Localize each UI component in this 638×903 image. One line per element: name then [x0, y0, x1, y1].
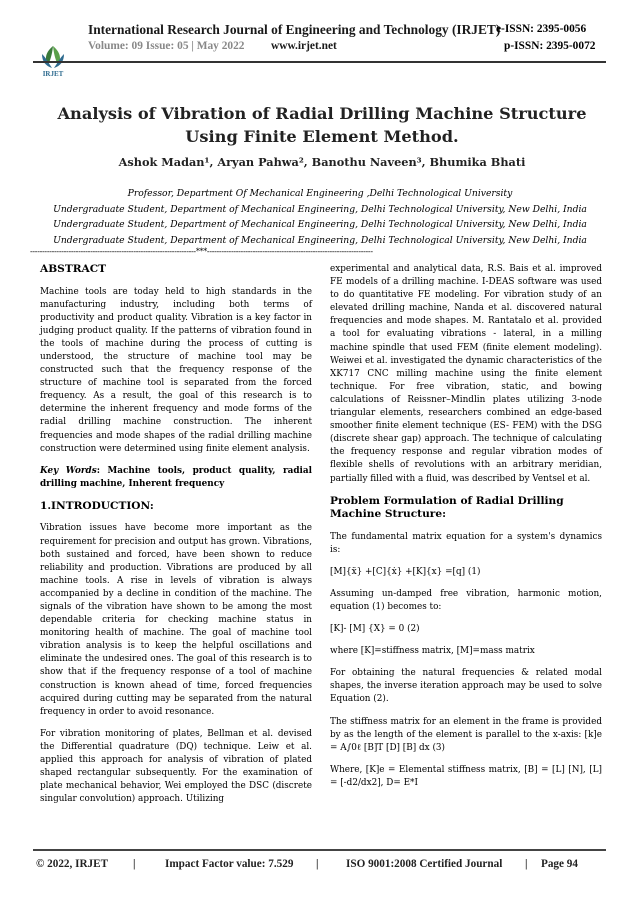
affiliations [30, 186, 610, 248]
page-number: Page 94 [541, 858, 578, 870]
footer-separator: | [525, 858, 528, 870]
right-column [330, 263, 602, 799]
affiliation: Professor, Department Of Mechanical Engineering ,Delhi Technological University [127, 188, 513, 199]
copyright: © 2022, IRJET [36, 858, 109, 870]
equation-2: [K]- [M] {X} = 0 (2) [330, 624, 420, 635]
abstract-heading: ABSTRACT [40, 263, 107, 275]
body-paragraph: The fundamental matrix equation for a system's dynamics is: [330, 531, 602, 555]
body-paragraph: experimental and analytical data, R.S. Bais et al. improved FE models of a drilling machine. I-DEAS software was used to do quantitative FE modeling. For vibration study of an elevated drilling machine, Nanda et al. discovered natural frequencies and mode shapes. M. Rantatalo et al. provided a tool for evaluating vibrations - lateral, in a milling machine spindle that used FEM (finite element modeling). Weiwei et al. investigated the dynamic characteristics of the XK717 CNC milling machine using the finite element technique. For free vibration, static, and bowing calculations of Reissner–Mindlin plates utilizing 3-node triangular elements, researchers combined an edge-based smoother finite element technique (ES- FEM) with the DSG (discrete shear gap) approach. The technique of calculating the frequency response and regular vibration modes of flexible shells of revolutions with an arbitrary meridian, partially filled with a fluid, was described by Ventsel et al. [330, 264, 602, 484]
footer-separator: | [316, 858, 319, 870]
volume-issue: Volume: 09 Issue: 05 | May 2022 [88, 40, 245, 52]
affiliation: Undergraduate Student, Department of Mechanical Engineering, Delhi Technological University, New Delhi, India [53, 219, 587, 231]
intro-paragraph: For vibration monitoring of plates, Bellman et al. devised the Differential quadrature (DQ) technique. Leiw et al. applied this approach for analysis of vibration of plated shaped rectangular subsequently. For the examination of plate mechanical behavior, Wei employed the DSC (discrete singular convolution) approach. Utilizing [40, 728, 312, 805]
journal-url[interactable]: www.irjet.net [271, 40, 337, 52]
footer-rule [33, 849, 606, 851]
e-issn: e-ISSN: 2395-0056 [496, 23, 587, 35]
keywords-label: Key Words [40, 465, 97, 476]
left-column [40, 263, 312, 815]
logo-text: IRJET [42, 70, 64, 78]
body-paragraph: where [K]=stiffness matrix, [M]=mass matrix [330, 646, 535, 657]
keywords [40, 465, 312, 491]
body-paragraph: Assuming un-damped free vibration, harmonic motion, equation (1) becomes to: [330, 588, 602, 612]
footer-separator: | [133, 858, 136, 870]
equation-1: [M]{ẍ} +[C]{ẋ} +[K]{x} =[q] (1) [330, 566, 481, 577]
affiliation: Undergraduate Student, Department of Mechanical Engineering, Delhi Technological University, New Delhi, India [53, 234, 587, 246]
intro-paragraph: Vibration issues have become more important as the requirement for precision and output has grown. Vibrations, both sustained and forced, have been shown to reduce reliability and production. Vibrations are produced by all machine tools. A rise in levels of vibration is always accompanied by a decline in condition of the machine. The signals of the vibration have shown to be among the most dependable criteria for checking machine status in monitoring health of machine. The goal of machine tool vibration analysis is to keep the helpful oscillations and eliminate the undesired ones. The goal of this research is to show that if the frequency response of a tool of machine construction is known ahead of time, forced frequencies acquired during cutting may be separated from the natural frequency in order to avoid resonance. [40, 523, 312, 717]
authors: Ashok Madan¹, Aryan Pahwa², Banothu Naveen³, Bhumika Bhati [118, 155, 526, 169]
journal-name: International Research Journal of Engineering and Technology (IRJET) [88, 22, 501, 37]
paper-title: Analysis of Vibration of Radial Drilling Machine Structure Using Finite Element Method. [57, 104, 587, 146]
p-issn: p-ISSN: 2395-0072 [504, 40, 596, 52]
iso-certification: ISO 9001:2008 Certified Journal [346, 858, 503, 870]
separator: ---------------------------------------------------------------------***--------------------------------------------------------------------- [30, 247, 373, 256]
body-paragraph: For obtaining the natural frequencies & related modal shapes, the inverse iteration approach may be used to solve Equation (2). [330, 668, 602, 705]
body-paragraph: The stiffness matrix for an element in the frame is provided by as the length of the element is parallel to the x-axis: [k]e = A∫0ℓ [B]T [D] [B] dx (3) [330, 716, 602, 753]
abstract-text: Machine tools are today held to high standards in the manufacturing industry, including both terms of productivity and product quality. Vibration is a key factor in judging product quality. If the patterns of vibration found in the tools of machine during the process of cutting is understood, the structure of machine tool may be constructed such that the frequency response of the structure of machine tool is separated from the forced frequency. As a result, the goal of this research is to determine the inherent frequency and mode forms of the radial drilling machine construction. The inherent frequencies and mode shapes of the radial drilling machine construction were determined using finite element analysis. [40, 286, 312, 454]
body-paragraph: Where, [K]e = Elemental stiffness matrix, [B] = [L] [N], [L] = [-d2/dx2], D= E*I [330, 764, 602, 788]
impact-factor: Impact Factor value: 7.529 [165, 858, 294, 870]
affiliation: Undergraduate Student, Department of Mechanical Engineering, Delhi Technological University, New Delhi, India [53, 203, 587, 215]
intro-heading: 1.INTRODUCTION: [40, 499, 154, 512]
section-heading: Problem Formulation of Radial Drilling Machine Structure: [330, 494, 564, 521]
keywords-text: : Machine tools, product quality, radial drilling machine, Inherent frequency [40, 465, 312, 489]
header-rule [33, 61, 606, 63]
